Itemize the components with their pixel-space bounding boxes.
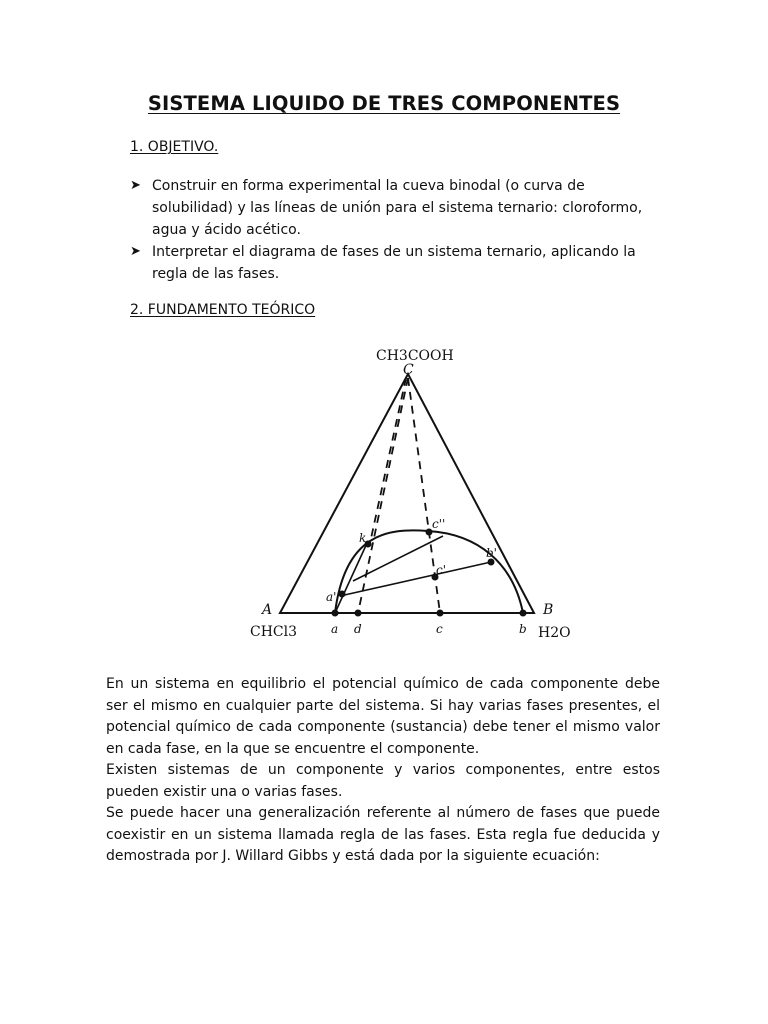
paragraph: Se puede hacer una generalización referente al número de fases que puede coexistir en un sistema llamada regla de las fases. Esta regla fue deducida y demostrada por J. Willard Gibbs y está dada por la siguiente ecuación: bbox=[106, 805, 660, 864]
label-a: a bbox=[331, 622, 339, 636]
paragraph: Existen sistemas de un componente y varios componentes, entre estos pueden existir una o varias fases. bbox=[106, 762, 660, 800]
vertex-a-label: A bbox=[262, 602, 273, 618]
label-b1: b' bbox=[486, 546, 497, 560]
label-k: k bbox=[359, 531, 367, 545]
dashed-line bbox=[370, 378, 406, 543]
apex-formula-label: CH3COOH bbox=[376, 348, 454, 364]
label-b: b bbox=[519, 622, 527, 636]
triangle-outline bbox=[280, 374, 534, 613]
vertex-b-label: B bbox=[543, 602, 554, 618]
right-formula-label: H2O bbox=[538, 625, 571, 641]
arrow-bullet-icon: ➤ bbox=[130, 244, 141, 259]
point-d bbox=[355, 610, 362, 617]
list-item-text: Interpretar el diagrama de fases de un sistema ternario, aplicando la regla de las fases. bbox=[152, 244, 636, 282]
point-a bbox=[332, 610, 339, 617]
list-item bbox=[130, 175, 670, 241]
body-text bbox=[106, 674, 660, 868]
tie-line bbox=[335, 541, 368, 613]
label-d: d bbox=[354, 622, 362, 636]
section-heading-objetivo: 1. OBJETIVO. bbox=[130, 139, 219, 155]
dashed-line bbox=[358, 378, 408, 613]
objective-list bbox=[130, 175, 670, 285]
left-formula-label: CHCl3 bbox=[250, 624, 298, 640]
label-c: c bbox=[436, 622, 443, 636]
ternary-phase-diagram bbox=[238, 338, 578, 650]
vertex-c-label: C bbox=[403, 362, 414, 378]
point-a1 bbox=[339, 591, 346, 598]
section-heading-fundamento: 2. FUNDAMENTO TEÓRICO bbox=[130, 302, 316, 318]
label-c2: c'' bbox=[432, 517, 446, 531]
point-c bbox=[437, 610, 444, 617]
label-c1: c' bbox=[436, 563, 447, 577]
list-item bbox=[130, 241, 670, 285]
label-a1: a' bbox=[326, 590, 337, 604]
point-b bbox=[520, 610, 527, 617]
paragraph: En un sistema en equilibrio el potencial químico de cada componente debe ser el mismo en cualquier parte del sistema. Si hay varias fases presentes, el potencial químico de cada componente (sustancia) debe tener el mismo valor en cada fase, en la que se encuentre el componente. bbox=[106, 676, 660, 757]
list-item-text: Construir en forma experimental la cueva binodal (o curva de solubilidad) y las líneas de unión para el sistema ternario: cloroformo, agua y ácido acético. bbox=[152, 178, 643, 238]
document-title: SISTEMA LIQUIDO DE TRES COMPONENTES bbox=[147, 92, 621, 115]
arrow-bullet-icon: ➤ bbox=[130, 178, 141, 193]
